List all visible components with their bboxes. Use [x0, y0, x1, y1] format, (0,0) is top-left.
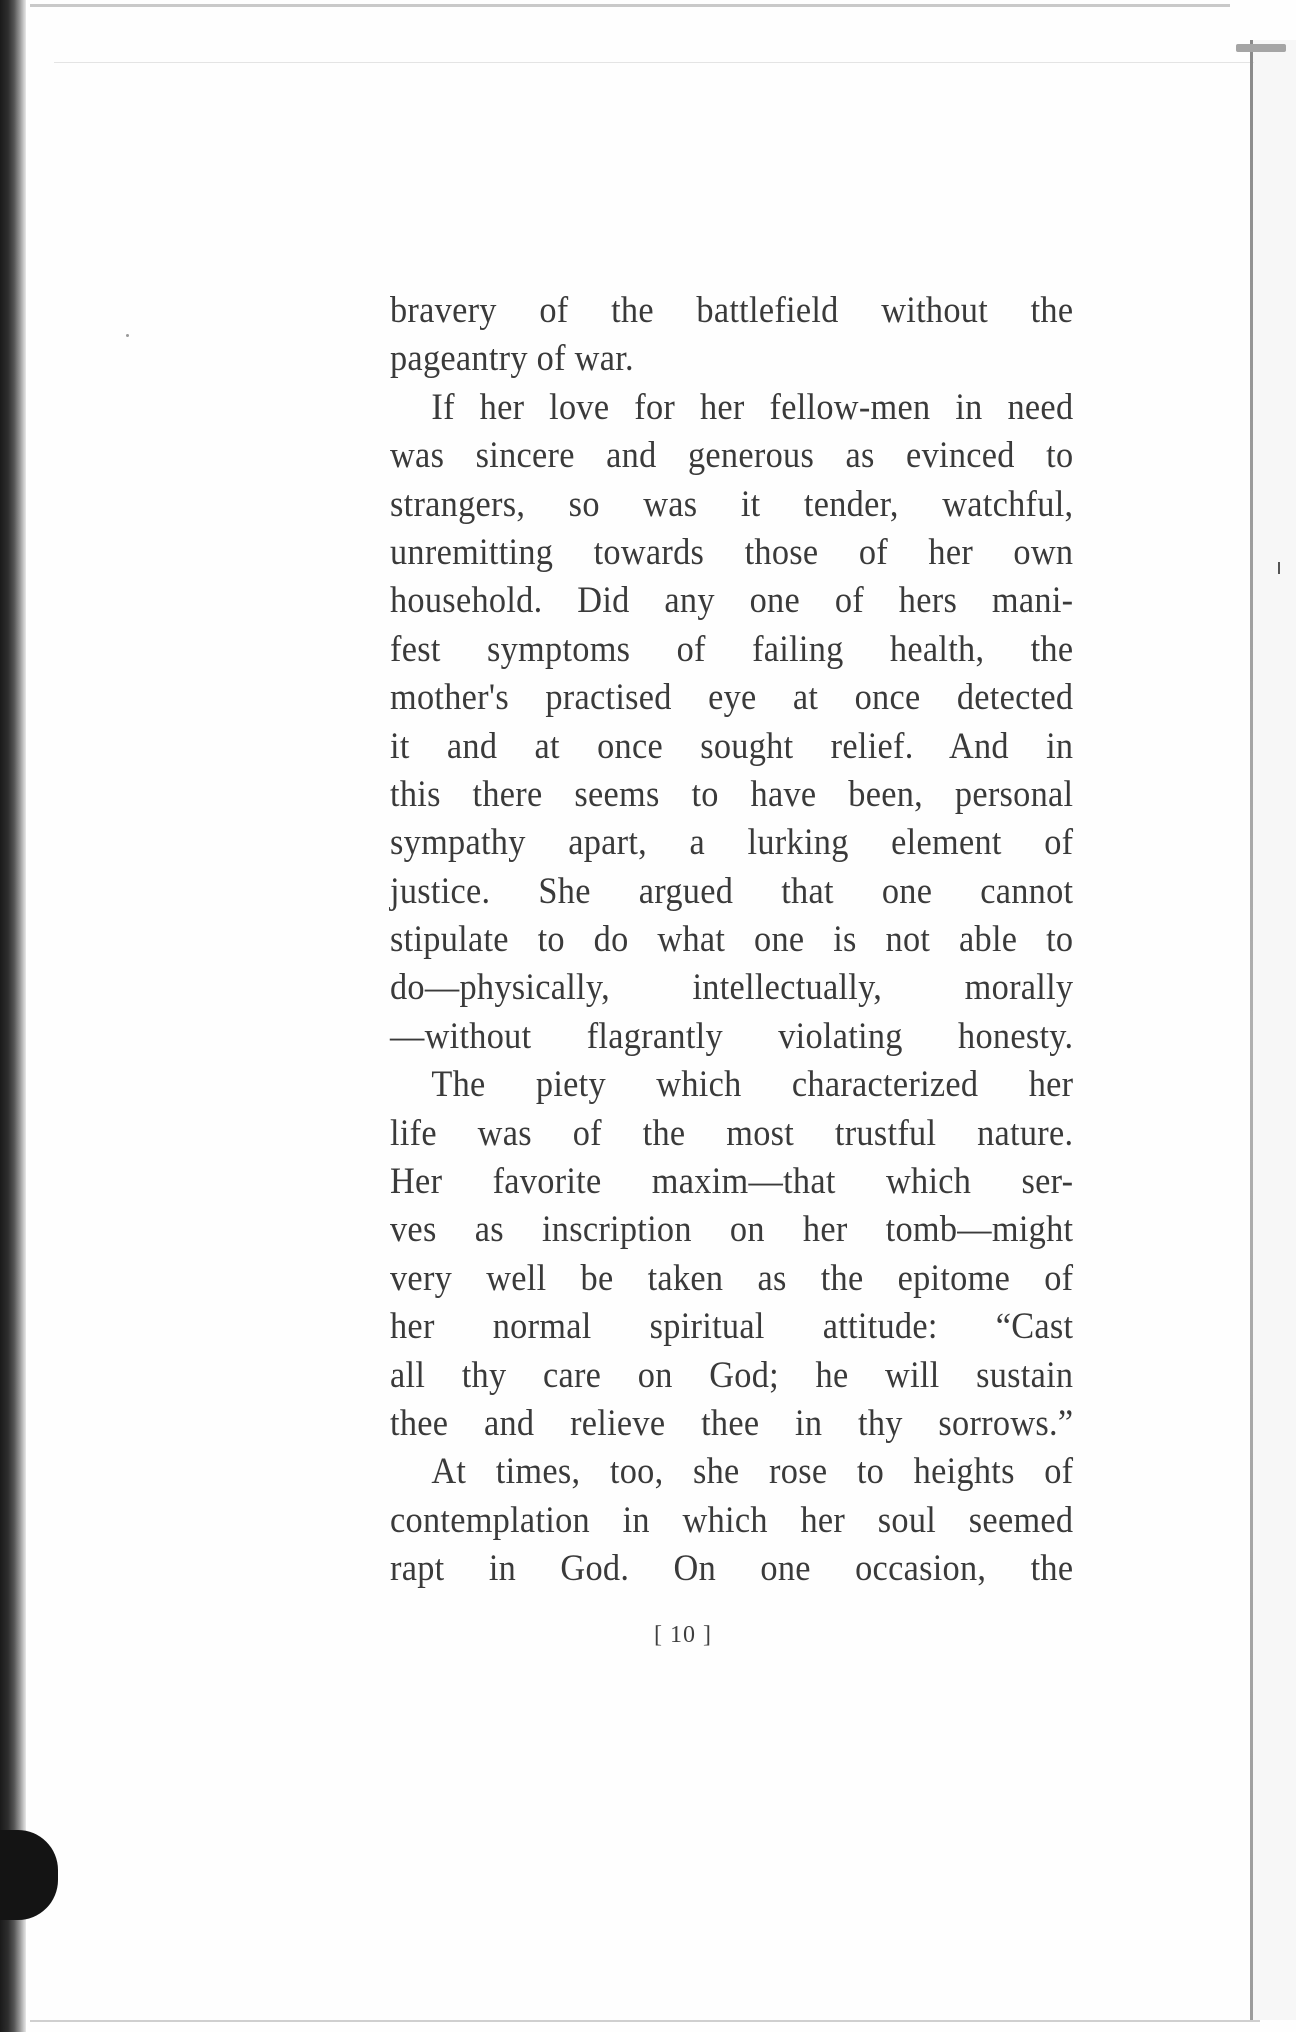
page-inner-edge — [54, 62, 1254, 63]
text-line: pageantry of war. — [390, 337, 634, 379]
text-line: household. Did any one of hers mani- — [390, 579, 1074, 621]
text-line: The piety which characterized her — [431, 1063, 1074, 1105]
text-line: contemplation in which her soul seemed — [390, 1498, 1074, 1540]
text-line: —without flagrantly violating honesty. — [390, 1014, 1074, 1056]
text-line: strangers, so was it tender, watchful, — [390, 482, 1074, 524]
text-line: At times, too, she rose to heights of — [431, 1450, 1074, 1492]
text-line: it and at once sought relief. And in — [390, 724, 1074, 766]
page-right-edge-top — [1236, 44, 1286, 52]
text-line: was sincere and generous as evinced to — [390, 434, 1074, 476]
text-line: If her love for her fellow-men in need — [431, 385, 1074, 427]
text-line: Her favorite maxim—that which ser- — [390, 1160, 1074, 1202]
facing-page-edge — [1253, 40, 1296, 2020]
text-line: very well be taken as the epitome of — [390, 1256, 1074, 1298]
text-line: unremitting towards those of her own — [390, 530, 1074, 572]
binding-clip — [0, 1830, 58, 1920]
text-line: ves as inscription on her tomb—might — [390, 1208, 1074, 1250]
text-line: life was of the most trustful nature. — [390, 1111, 1074, 1153]
text-line: rapt in God. On one occasion, the — [390, 1547, 1074, 1589]
text-line: justice. She argued that one cannot — [390, 869, 1074, 911]
text-line: sympathy apart, a lurking element of — [390, 821, 1074, 863]
page-top-edge — [30, 4, 1230, 7]
margin-mark — [1278, 562, 1280, 574]
text-line: fest symptoms of failing health, the — [390, 627, 1074, 669]
text-line: bravery of the battlefield without the — [390, 289, 1074, 330]
text-line: this there seems to have been, personal — [390, 772, 1074, 814]
page-right-edge — [1250, 40, 1253, 2020]
page-bottom-edge — [30, 2020, 1260, 2022]
binding-shadow — [0, 0, 26, 2032]
text-line: her normal spiritual attitude: “Cast — [390, 1305, 1074, 1347]
text-line: mother's practised eye at once detected — [390, 676, 1074, 718]
text-line: stipulate to do what one is not able to — [390, 918, 1074, 960]
text-line: all thy care on God; he will sustain — [390, 1353, 1074, 1395]
body-text — [390, 286, 1074, 1593]
text-line: thee and relieve thee in thy sorrows.” — [390, 1401, 1074, 1443]
text-line: do—physically, intellectually, morally — [390, 966, 1074, 1008]
page-number: [ 10 ] — [654, 1622, 712, 1648]
dust-speck — [126, 334, 129, 337]
